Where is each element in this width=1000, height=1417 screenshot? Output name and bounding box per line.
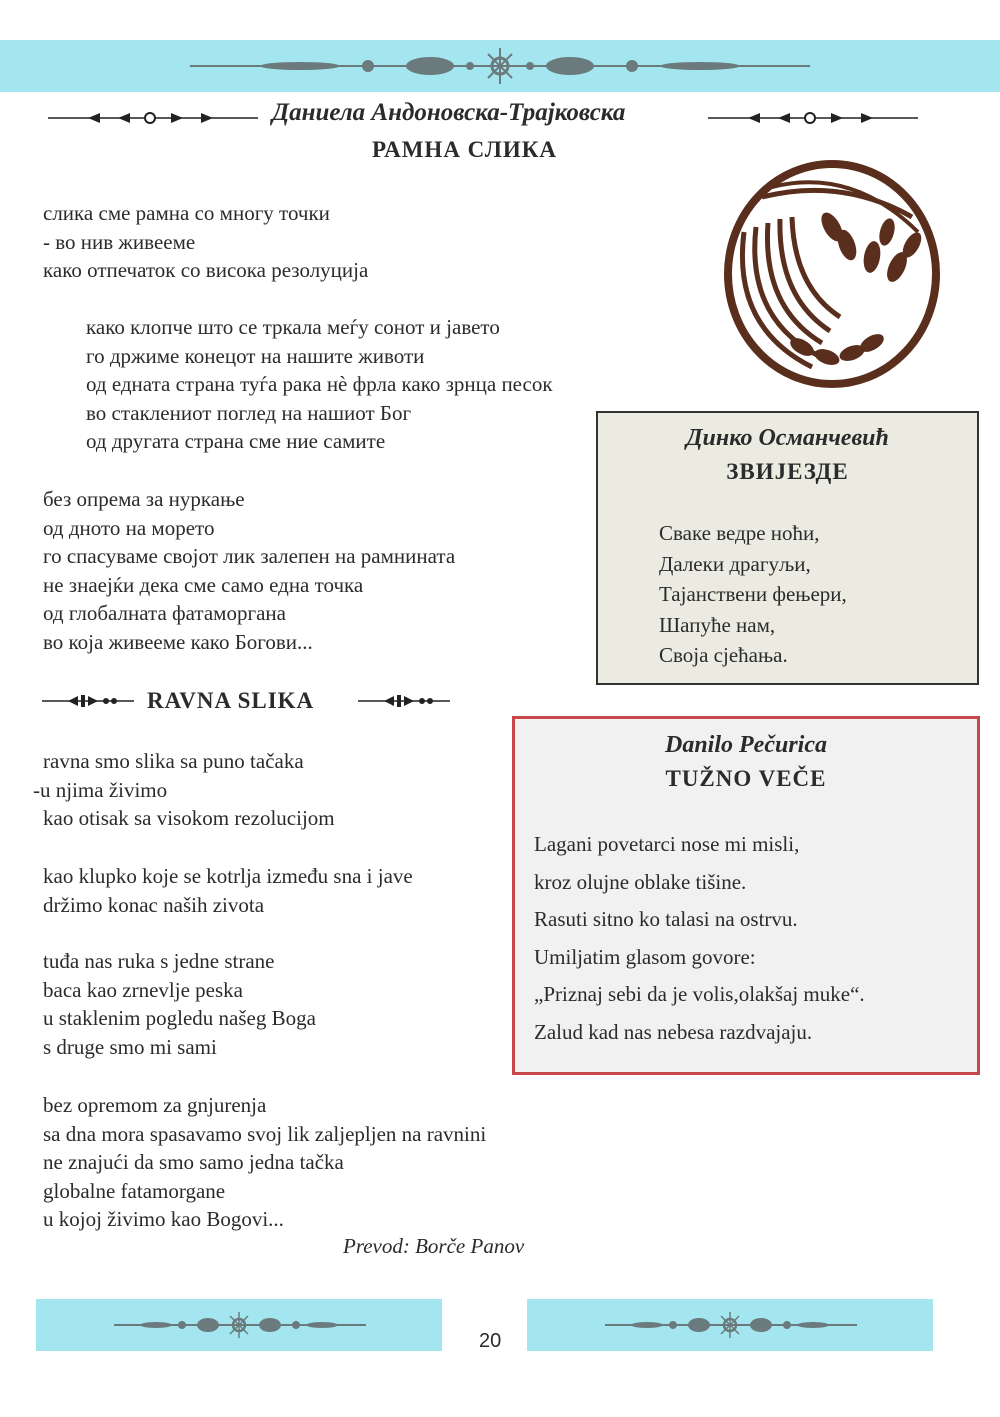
poem-line: u kojoj živimo kao Bogovi... (43, 1207, 284, 1232)
poem-line: kao klupko koje se kotrlja između sna i jave (43, 864, 413, 888)
box2-title: TUŽNO VEČE (665, 766, 827, 791)
poem-mk (43, 199, 368, 285)
poem-line: Zalud kad nas nebesa razdvajaju. (534, 1019, 813, 1044)
poem-sr (33, 747, 335, 833)
poem-line: Шапуће нам, (659, 612, 776, 637)
poem-line: како отпечаток со висока резолуција (43, 258, 369, 283)
poem-line: držimo konac naših zivota (43, 892, 265, 917)
poem-line: baca kao zrnevlje peska (43, 977, 243, 1002)
box1-author: Динко Османчевић (686, 425, 889, 451)
floral-divider-icon (36, 1299, 442, 1351)
poem-line: Далеки драгуљи, (659, 551, 811, 576)
section-left-ornament (42, 693, 134, 709)
poem-line: Lagani povetarci nose mi misli, (534, 832, 800, 856)
translator-credit: Prevod: Borče Panov (343, 1234, 525, 1258)
poem-line: од дното на морето (43, 515, 215, 540)
poem-line: kao otisak sa visokom rezolucijom (43, 806, 335, 831)
poem-line: u staklenim pogledu našeg Boga (43, 1006, 316, 1031)
poem-line: во која живееме како Богови... (43, 629, 313, 654)
wheat-circle-icon (722, 157, 942, 392)
poem-line: од едната страна туѓа рака нè фрла како зрнца песок (86, 372, 553, 397)
poem-line: од другата страна сме ние самите (86, 429, 386, 454)
poem-line: го држиме конецот на нашите животи (86, 343, 425, 368)
poem-line: - во нив живееме (43, 229, 196, 254)
floral-divider-icon (0, 40, 1000, 92)
poem-line: Сваке ведре ноћи, (659, 521, 820, 545)
poem-box-zvijezde (596, 411, 979, 685)
header-left-ornament (48, 110, 258, 126)
footer-band-right (527, 1299, 933, 1351)
box1-poem (659, 518, 847, 671)
poem-line: не знаејќи дека сме само една точка (43, 572, 364, 597)
poem-sr-stanza-2 (43, 862, 413, 919)
poem-line: Тајанствени фењери, (659, 582, 847, 606)
poem-line: -u njima živimo (33, 777, 168, 802)
poem-line: од глобалната фатаморгана (43, 601, 286, 626)
poem-mk-stanza-2 (86, 313, 553, 456)
poem-line: sa dna mora spasavamo svoj lik zaljepljen na ravnini (43, 1121, 487, 1146)
poem-line: го спасуваме својот лик залепен на рамнината (43, 544, 456, 569)
poem-line: слика сме рамна со многу точки (43, 201, 330, 225)
poem-sr-stanza-4 (43, 1091, 486, 1234)
poem-line: како клопче што се тркала меѓу сонот и јавето (86, 315, 500, 339)
poem-line: s druge smo mi sami (43, 1034, 217, 1059)
poem-line: kroz olujne oblake tišine. (534, 869, 747, 894)
poem-line: без опрема за нуркање (43, 487, 245, 511)
section-right-ornament (358, 693, 450, 709)
poem-line: Umiljatim glasom govore: (534, 944, 756, 969)
header-author: Даниела Андоновска-Трајковска (272, 99, 626, 126)
poem-line: Rasuti sitno ko talasi na ostrvu. (534, 907, 798, 932)
section-title: RAVNA SLIKA (147, 688, 315, 713)
page-number: 20 (479, 1330, 502, 1352)
poem-line: ne znajući da smo samo jedna tačka (43, 1150, 344, 1175)
poem-line: tuđa nas ruka s jedne strane (43, 949, 275, 973)
poem-line: во стаклениот поглед на нашиот Бог (86, 400, 412, 425)
box2-author: Danilo Pečurica (665, 732, 827, 758)
poem-sr-stanza-3 (43, 947, 316, 1061)
poem-line: „Priznaj sebi da je volis,olakšaj muke“. (534, 982, 865, 1007)
poem-line: bez opremom za gnjurenja (43, 1093, 267, 1117)
poem-line: globalne fatamorgane (43, 1178, 226, 1203)
floral-divider-icon (527, 1299, 933, 1351)
top-band (0, 40, 1000, 92)
header-right-ornament (708, 110, 918, 126)
box1-title: ЗВИЈЕЗДЕ (726, 459, 849, 484)
poem-mk-stanza-3 (43, 485, 455, 657)
footer-band-left (36, 1299, 442, 1351)
poem-line: ravna smo slika sa puno tačaka (43, 749, 304, 773)
poem-line: Своја сјећања. (659, 643, 788, 667)
poem-box-tuzno-vece (512, 716, 980, 1075)
box2-poem (534, 826, 865, 1052)
header-title: РАМНА СЛИКА (372, 137, 558, 162)
